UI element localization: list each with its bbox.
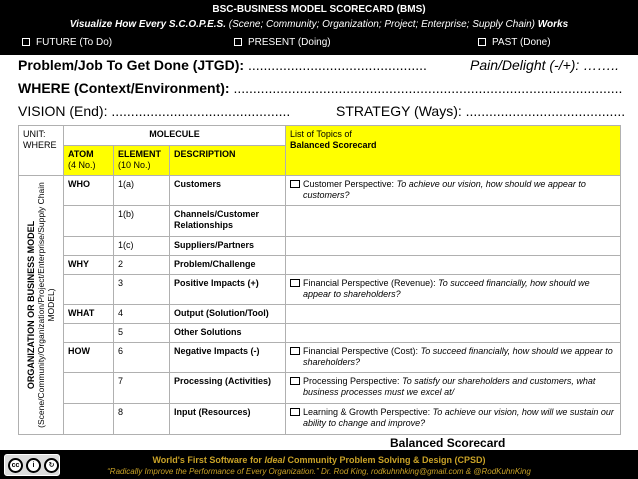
- element-cell: 6: [114, 343, 170, 373]
- perspective-cell: [286, 305, 621, 324]
- desc-cell: Positive Impacts (+): [170, 275, 286, 305]
- element-cell: 1(b): [114, 206, 170, 237]
- strategy-line: [336, 103, 625, 119]
- perspective-cell: [286, 343, 621, 373]
- atom-header: [64, 146, 114, 176]
- perspective-cell: [286, 404, 621, 435]
- footer-band: [0, 450, 638, 479]
- page-title: BSC-BUSINESS MODEL SCORECARD (BMS): [212, 4, 426, 15]
- problem-label: Problem/Job To Get Done (JTGD):: [18, 57, 245, 73]
- perspective-cell: [286, 324, 621, 343]
- problem-line: [18, 57, 427, 73]
- atom-what: WHAT: [64, 305, 114, 324]
- atom-empty: [64, 206, 114, 237]
- topics-line2: Balanced Scorecard: [290, 140, 377, 150]
- checkbox-icon[interactable]: [290, 408, 300, 416]
- perspective-cell: [286, 237, 621, 256]
- perspective-title: Processing Perspective:: [303, 376, 400, 386]
- subtitle-bold: Visualize How Every S.C.O.P.E.S.: [69, 19, 226, 30]
- checkbox-icon[interactable]: [290, 180, 300, 188]
- desc-cell: Other Solutions: [170, 324, 286, 343]
- desc-cell: Customers: [170, 176, 286, 206]
- subtitle-end: Works: [537, 19, 569, 30]
- element-cell: 5: [114, 324, 170, 343]
- desc-cell: Suppliers/Partners: [170, 237, 286, 256]
- strategy-label: STRATEGY (Ways):: [336, 103, 462, 119]
- where-line: [18, 80, 622, 96]
- desc-cell: Processing (Activities): [170, 373, 286, 404]
- scorecard-table: [18, 125, 620, 442]
- where-label: WHERE (Context/Environment):: [18, 80, 230, 96]
- where-label-cell: WHERE: [23, 140, 57, 150]
- status-future[interactable]: [22, 37, 112, 48]
- element-count: (10 No.): [118, 160, 151, 170]
- status-past[interactable]: [478, 37, 551, 48]
- atom-who: WHO: [64, 176, 114, 206]
- perspective-cell: [286, 373, 621, 404]
- element-header: [114, 146, 170, 176]
- perspective-question: To succeed financially, how should we appear to shareholders?: [303, 346, 613, 367]
- checkbox-icon[interactable]: [22, 38, 30, 46]
- element-cell: 4: [114, 305, 170, 324]
- desc-cell: Channels/Customer Relationships: [170, 206, 286, 237]
- status-past-label: PAST (Done): [492, 37, 551, 48]
- atom-count: (4 No.): [68, 160, 96, 170]
- checkbox-icon[interactable]: [290, 279, 300, 287]
- element-label: ELEMENT: [118, 149, 162, 159]
- vision-label: VISION (End):: [18, 103, 108, 119]
- vertical-label: [26, 180, 56, 430]
- description-header: DESCRIPTION: [170, 146, 286, 176]
- footer-line1-b: Community Problem Solving & Design (CPSD): [287, 455, 486, 465]
- vertical-label-sub: (Scene/Community/Organization/Project/Enterprise/Supply Chain MODEL): [36, 182, 56, 428]
- topics-header: [286, 126, 621, 176]
- pain-line[interactable]: Pain/Delight (-/+): ……..: [470, 57, 619, 73]
- element-cell: 7: [114, 373, 170, 404]
- vision-line: [18, 103, 290, 119]
- perspective-question: To achieve our vision, how should we appear to customers?: [303, 179, 586, 200]
- vertical-label-cell: [19, 176, 64, 435]
- element-cell: 1(c): [114, 237, 170, 256]
- atom-empty: [64, 404, 114, 435]
- unit-label: UNIT:: [23, 129, 46, 139]
- subtitle-plain: (Scene; Community; Organization; Project; Enterprise; Supply Chain): [228, 19, 536, 30]
- perspective-cell: [286, 206, 621, 237]
- strategy-fill[interactable]: .........................................: [465, 103, 626, 119]
- perspective-cell: [286, 256, 621, 275]
- perspective-title: Learning & Growth Perspective:: [303, 407, 431, 417]
- perspective-title: Financial Perspective (Cost):: [303, 346, 419, 356]
- perspective-cell: [286, 176, 621, 206]
- perspective-question: To satisfy our shareholders and customers, what business processes must we excel at/: [303, 376, 596, 397]
- vertical-label-bold: ORGANIZATION OR BUSINESS MODEL: [26, 220, 36, 390]
- desc-cell: Negative Impacts (-): [170, 343, 286, 373]
- footer-line1-a: World's First Software for: [152, 455, 262, 465]
- footer-line1-ideal: Ideal: [264, 455, 285, 465]
- desc-cell: Input (Resources): [170, 404, 286, 435]
- perspective-question: To succeed financially, how should we appear to shareholders?: [303, 278, 590, 299]
- footer-tagline: [0, 455, 638, 465]
- status-future-label: FUTURE (To Do): [36, 37, 113, 48]
- atom-empty: [64, 373, 114, 404]
- checkbox-icon[interactable]: [290, 377, 300, 385]
- checkbox-icon[interactable]: [478, 38, 486, 46]
- perspective-cell: [286, 275, 621, 305]
- element-cell: 8: [114, 404, 170, 435]
- balanced-scorecard-label: Balanced Scorecard: [390, 436, 506, 450]
- subtitle: [0, 19, 638, 30]
- unit-cell: [19, 126, 64, 176]
- perspective-title: Customer Perspective:: [303, 179, 395, 189]
- atom-label: ATOM: [68, 149, 94, 159]
- atom-empty: [64, 275, 114, 305]
- cc-icon: cc: [8, 458, 23, 473]
- atom-why: WHY: [64, 256, 114, 275]
- element-cell: 3: [114, 275, 170, 305]
- element-cell: 1(a): [114, 176, 170, 206]
- atom-how: HOW: [64, 343, 114, 373]
- status-present[interactable]: [234, 37, 331, 48]
- checkbox-icon[interactable]: [290, 347, 300, 355]
- molecule-header: MOLECULE: [64, 126, 286, 146]
- element-cell: 2: [114, 256, 170, 275]
- status-present-label: PRESENT (Doing): [248, 37, 331, 48]
- topics-line1: List of Topics of: [290, 129, 352, 139]
- desc-cell: Output (Solution/Tool): [170, 305, 286, 324]
- footer-contact[interactable]: “Radically Improve the Performance of Every Organization.” Dr. Rod King, rodkuhnhking@gmail.com & @RodKuhnKing: [107, 467, 531, 476]
- where-fill[interactable]: ....................................................................................................: [233, 80, 623, 96]
- checkbox-icon[interactable]: [234, 38, 242, 46]
- problem-fill[interactable]: ..............................................: [247, 57, 427, 73]
- attribution-icon: i: [26, 458, 41, 473]
- share-alike-icon: ↻: [44, 458, 59, 473]
- perspective-question: To achieve our vision, how will we sustain our ability to change and improve?: [303, 407, 614, 428]
- header-band: [0, 0, 638, 55]
- desc-cell: Problem/Challenge: [170, 256, 286, 275]
- perspective-title: Financial Perspective (Revenue):: [303, 278, 436, 288]
- atom-empty: [64, 324, 114, 343]
- vision-fill[interactable]: ..............................................: [111, 103, 291, 119]
- atom-empty: [64, 237, 114, 256]
